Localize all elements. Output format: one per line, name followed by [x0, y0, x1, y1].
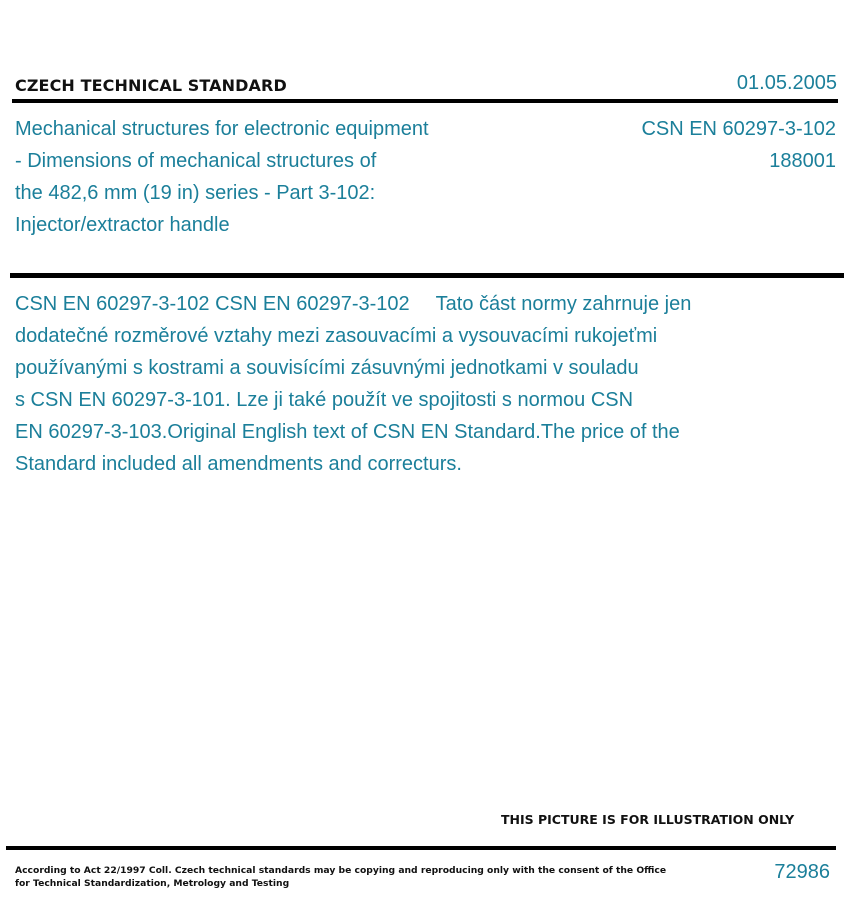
document-type-label: CZECH TECHNICAL STANDARD — [15, 76, 287, 95]
footer-divider — [6, 846, 836, 850]
abstract-codes: CSN EN 60297-3-102 CSN EN 60297-3-102 — [15, 293, 410, 315]
standard-identifiers — [641, 113, 836, 177]
abstract-line: dodatečné rozměrové vztahy mezi zasouvacími a vysouvacími rukojeťmi — [15, 325, 658, 347]
standard-code: CSN EN 60297-3-102 — [641, 118, 836, 140]
publication-date: 01.05.2005 — [736, 72, 837, 94]
standard-title — [15, 113, 485, 241]
abstract-line — [15, 288, 815, 320]
title-line: Injector/extractor handle — [15, 214, 230, 236]
title-line: - Dimensions of mechanical structures of — [15, 150, 377, 172]
title-line: Mechanical structures for electronic equipment — [15, 118, 429, 140]
illustration-notice: THIS PICTURE IS FOR ILLUSTRATION ONLY — [501, 812, 795, 827]
abstract-line: EN 60297-3-103.Original English text of CSN EN Standard.The price of the — [15, 421, 680, 443]
abstract-line: používanými s kostrami a souvisícími zásuvnými jednotkami v souladu — [15, 357, 639, 379]
document-number: 72986 — [774, 861, 830, 883]
title-divider — [10, 273, 844, 278]
legal-notice — [15, 864, 667, 890]
legal-line: According to Act 22/1997 Coll. Czech technical standards may be copying and reproducing only with the consent of the Office — [15, 865, 667, 876]
header-divider — [12, 99, 838, 103]
classification-number: 188001 — [769, 150, 836, 172]
legal-line: for Technical Standardization, Metrology and Testing — [15, 878, 290, 889]
abstract-line: Standard included all amendments and correcturs. — [15, 453, 462, 475]
abstract-text: Tato část normy zahrnuje jen — [435, 293, 692, 315]
title-line: the 482,6 mm (19 in) series - Part 3-102: — [15, 182, 376, 204]
standard-abstract — [15, 288, 815, 480]
abstract-line: s CSN EN 60297-3-101. Lze ji také použít ve spojitosti s normou CSN — [15, 389, 634, 411]
